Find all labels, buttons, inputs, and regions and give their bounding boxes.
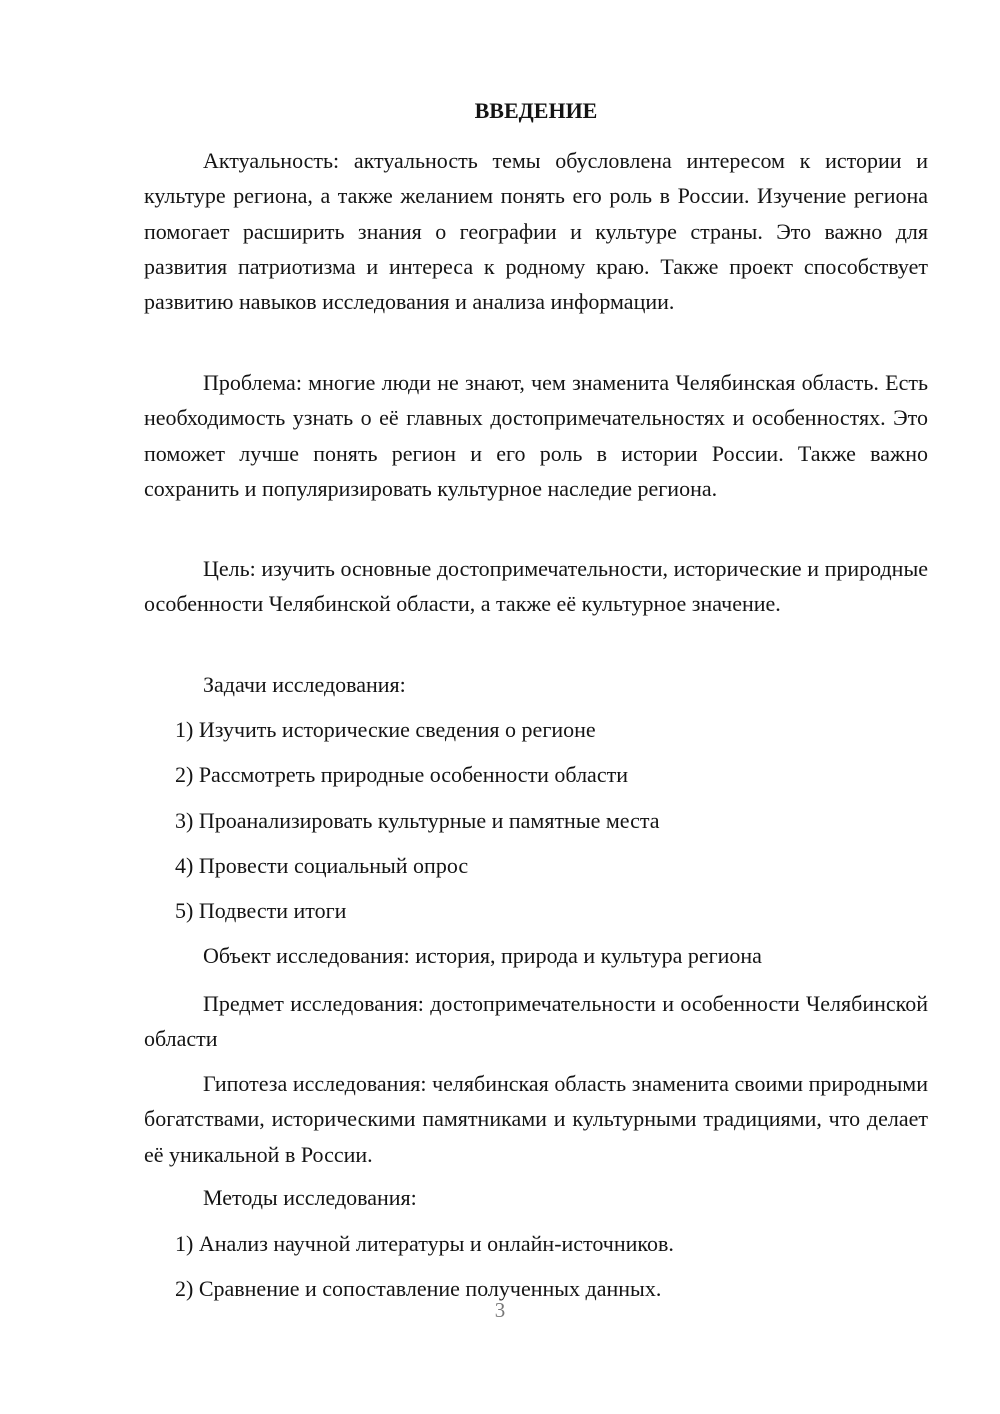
page-number: 3: [494, 1298, 506, 1322]
task-item: 3) Проанализировать культурные и памятные места: [175, 808, 660, 833]
tasks-title: Задачи исследования:: [203, 672, 406, 697]
task-item: 2) Рассмотреть природные особенности области: [175, 762, 628, 787]
page-title: ВВЕДЕНИЕ: [474, 98, 598, 123]
method-item: 1) Анализ научной литературы и онлайн-источников.: [175, 1231, 674, 1256]
research-hypothesis: Гипотеза исследования: челябинская область знаменита своими природными богатствами, историческими памятниками и культурными традициями, что делает её уникальной в России.: [144, 1071, 928, 1167]
research-subject: Предмет исследования: достопримечательности и особенности Челябинской области: [144, 991, 928, 1052]
task-item: 1) Изучить исторические сведения о регионе: [175, 717, 596, 742]
task-item: 5) Подвести итоги: [175, 898, 347, 923]
research-object: Объект исследования: история, природа и культура региона: [203, 943, 762, 968]
problem-paragraph: Проблема: многие люди не знают, чем знаменита Челябинская область. Есть необходимость узнать о её главных достопримечательностях и особенностях. Это поможет лучше понять регион и его роль в истории России. Также важно сохранить и популяризировать культурное наследие региона.: [144, 370, 928, 501]
method-item: 2) Сравнение и сопоставление полученных данных.: [175, 1276, 662, 1301]
relevance-paragraph: Актуальность: актуальность темы обусловлена интересом к истории и культуре региона, а также желанием понять его роль в России. Изучение региона помогает расширить знания о географии и культуре страны. Это важно для развития патриотизма и интереса к родному краю. Также проект способствует развитию навыков исследования и анализа информации.: [144, 148, 928, 315]
methods-title: Методы исследования:: [203, 1185, 417, 1210]
goal-paragraph: Цель: изучить основные достопримечательности, исторические и природные особенности Челябинской области, а также её культурное значение.: [144, 556, 928, 617]
task-item: 4) Провести социальный опрос: [175, 853, 469, 878]
